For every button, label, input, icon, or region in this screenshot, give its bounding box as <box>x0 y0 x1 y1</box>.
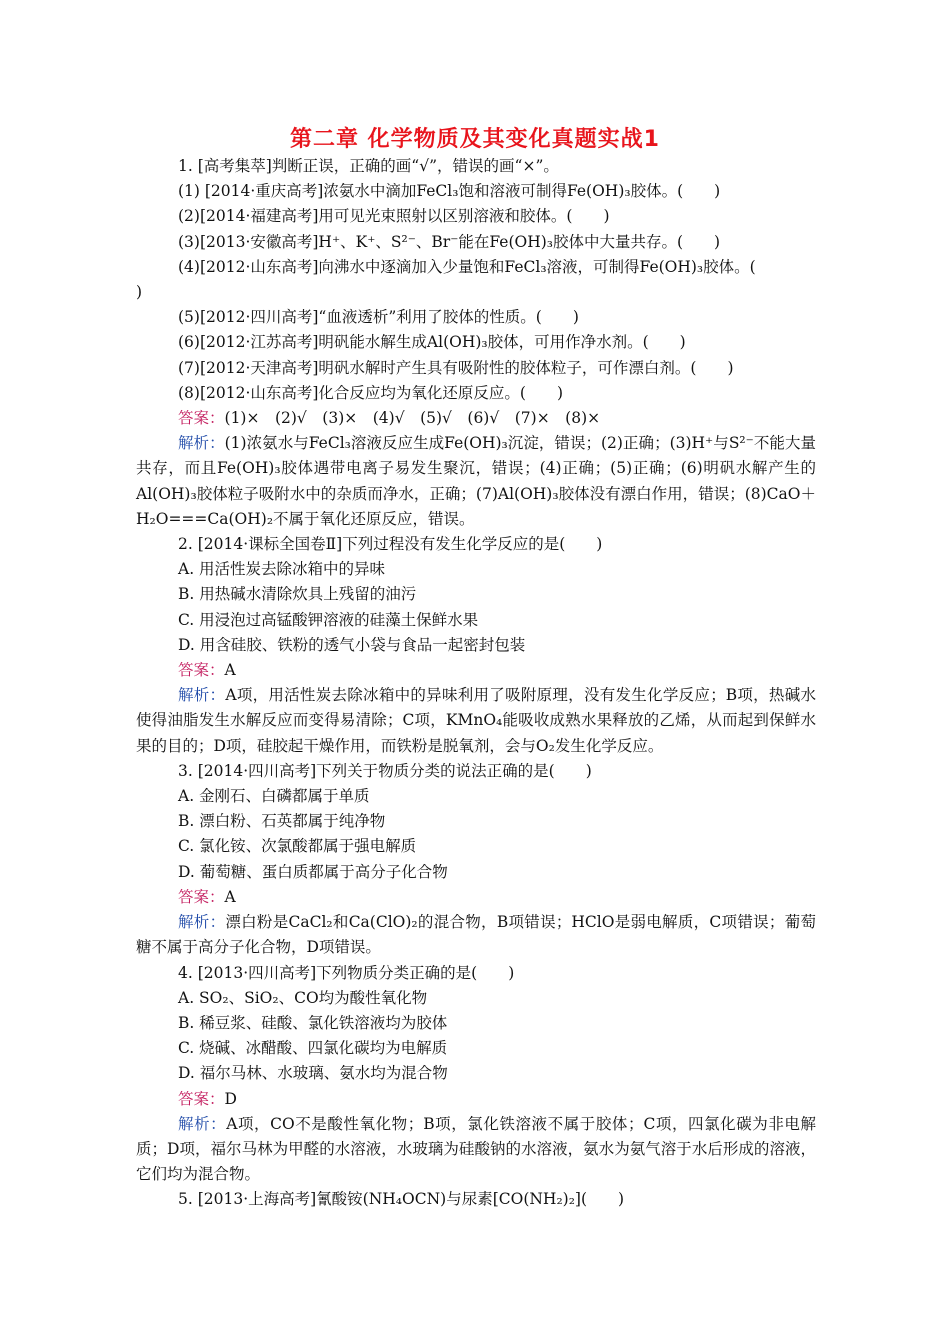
question-4-option: B. 稀豆浆、硅酸、氯化铁溶液均为胶体 <box>178 1013 448 1032</box>
question-3-option: D. 葡萄糖、蛋白质都属于高分子化合物 <box>178 862 448 881</box>
explanation-text: 漂白粉是CaCl₂和Ca(ClO)₂的混合物，B项错误；HClO是弱电解质，C项错误；葡萄糖不属于高分子化合物，D项错误。 <box>136 913 816 957</box>
explanation-label: 解析： <box>178 434 225 453</box>
page-title: 第二章 化学物质及其变化真题实战1 <box>290 127 660 152</box>
question-3-explanation <box>136 910 816 960</box>
question-1-item: (8)[2012·山东高考]化合反应均为氧化还原反应。( ) <box>178 383 564 402</box>
question-1-item: (2)[2014·福建高考]用可见光束照射以区别溶液和胶体。( ) <box>178 207 610 226</box>
question-3-option: C. 氯化铵、次氯酸都属于强电解质 <box>178 837 417 856</box>
question-5-stem: 5. [2013·上海高考]氰酸铵(NH₄OCN)与尿素[CO(NH₂)₂]( ) <box>178 1190 625 1209</box>
document-body <box>136 154 816 1213</box>
explanation-label: 解析： <box>178 913 226 932</box>
question-1-item: (7)[2012·天津高考]明矾水解时产生具有吸附性的胶体粒子，可作漂白剂。( ) <box>178 358 734 377</box>
question-2-explanation <box>136 683 816 759</box>
question-2-answer <box>136 658 816 683</box>
question-3-option: B. 漂白粉、石英都属于纯净物 <box>178 812 386 831</box>
question-1-item-continuation: ) <box>136 283 143 302</box>
question-2-option: B. 用热碱水清除炊具上残留的油污 <box>178 585 417 604</box>
answer-label: 答案： <box>178 661 225 680</box>
question-1-answer <box>136 406 816 431</box>
question-1-item: (6)[2012·江苏高考]明矾能水解生成Al(OH)₃胶体，可用作净水剂。( ) <box>178 333 686 352</box>
question-2-option: D. 用含硅胶、铁粉的透气小袋与食品一起密封包装 <box>178 635 526 654</box>
question-1-item: (3)[2013·安徽高考]H⁺、K⁺、S²⁻、Br⁻能在Fe(OH)₃胶体中大量共存。( ) <box>178 232 721 251</box>
answer-label: 答案： <box>178 1089 225 1108</box>
answer-label: 答案： <box>178 409 225 428</box>
explanation-text: (1)浓氨水与FeCl₃溶液反应生成Fe(OH)₃沉淀，错误；(2)正确；(3)H⁺与S²⁻不能大量共存，而且Fe(OH)₃胶体遇带电离子易发生聚沉，错误；(4)正确；(5)正确；(6)明矾水解产生的Al(OH)₃胶体粒子吸附水中的杂质而净水，正确；(7)Al(OH)₃胶体没有漂白作用，错误；(8)CaO＋H₂O===Ca(OH)₂不属于氧化还原反应，错误。 <box>136 434 816 528</box>
answer-text: A <box>224 661 236 680</box>
question-4-option: D. 福尔马林、水玻璃、氨水均为混合物 <box>178 1064 448 1083</box>
question-2-stem: 2. [2014·课标全国卷Ⅱ]下列过程没有发生化学反应的是( ) <box>178 535 603 554</box>
question-2-option: A. 用活性炭去除冰箱中的异味 <box>178 560 386 579</box>
question-1-explanation <box>136 431 816 532</box>
question-3-stem: 3. [2014·四川高考]下列关于物质分类的说法正确的是( ) <box>178 761 592 780</box>
answer-text: D <box>224 1089 237 1108</box>
explanation-label: 解析： <box>178 1114 227 1133</box>
question-3-answer <box>136 885 816 910</box>
answer-text: (1)× (2)√ (3)× (4)√ (5)√ (6)√ (7)× (8)× <box>224 409 601 428</box>
explanation-text: A项，CO不是酸性氧化物；B项，氯化铁溶液不属于胶体；C项，四氯化碳为非电解质；D项，福尔马林为甲醛的水溶液，水玻璃为硅酸钠的水溶液，氨水为氨气溶于水后形成的溶液，它们均为混合物。 <box>136 1114 816 1184</box>
question-4-stem: 4. [2013·四川高考]下列物质分类正确的是( ) <box>178 963 515 982</box>
question-4-answer <box>136 1087 816 1112</box>
question-4-explanation <box>136 1112 816 1188</box>
answer-label: 答案： <box>178 887 225 906</box>
question-1-item: (4)[2012·山东高考]向沸水中逐滴加入少量饱和FeCl₃溶液，可制得Fe(OH)₃胶体。( <box>178 257 756 276</box>
question-1-stem: 1. [高考集萃]判断正误，正确的画“√”，错误的画“×”。 <box>178 157 559 175</box>
explanation-text: A项，用活性炭去除冰箱中的异味利用了吸附原理，没有发生化学反应；B项，热碱水使得油脂发生水解反应而变得易清除；C项，KMnO₄能吸收成熟水果释放的乙烯，从而起到保鲜水果的目的；D项，硅胶起干燥作用，而铁粉是脱氧剂，会与O₂发生化学反应。 <box>136 686 816 755</box>
question-2-option: C. 用浸泡过高锰酸钾溶液的硅藻土保鲜水果 <box>178 610 479 629</box>
answer-text: A <box>224 887 236 906</box>
question-4-option: A. SO₂、SiO₂、CO均为酸性氧化物 <box>178 988 428 1007</box>
question-1-item: (5)[2012·四川高考]“血液透析”利用了胶体的性质。( ) <box>178 308 579 327</box>
question-4-option: C. 烧碱、冰醋酸、四氯化碳均为电解质 <box>178 1039 448 1058</box>
question-1-item: (1) [2014·重庆高考]浓氨水中滴加FeCl₃饱和溶液可制得Fe(OH)₃胶体。( ) <box>178 182 721 201</box>
explanation-label: 解析： <box>178 686 226 705</box>
question-3-option: A. 金刚石、白磷都属于单质 <box>178 787 370 806</box>
